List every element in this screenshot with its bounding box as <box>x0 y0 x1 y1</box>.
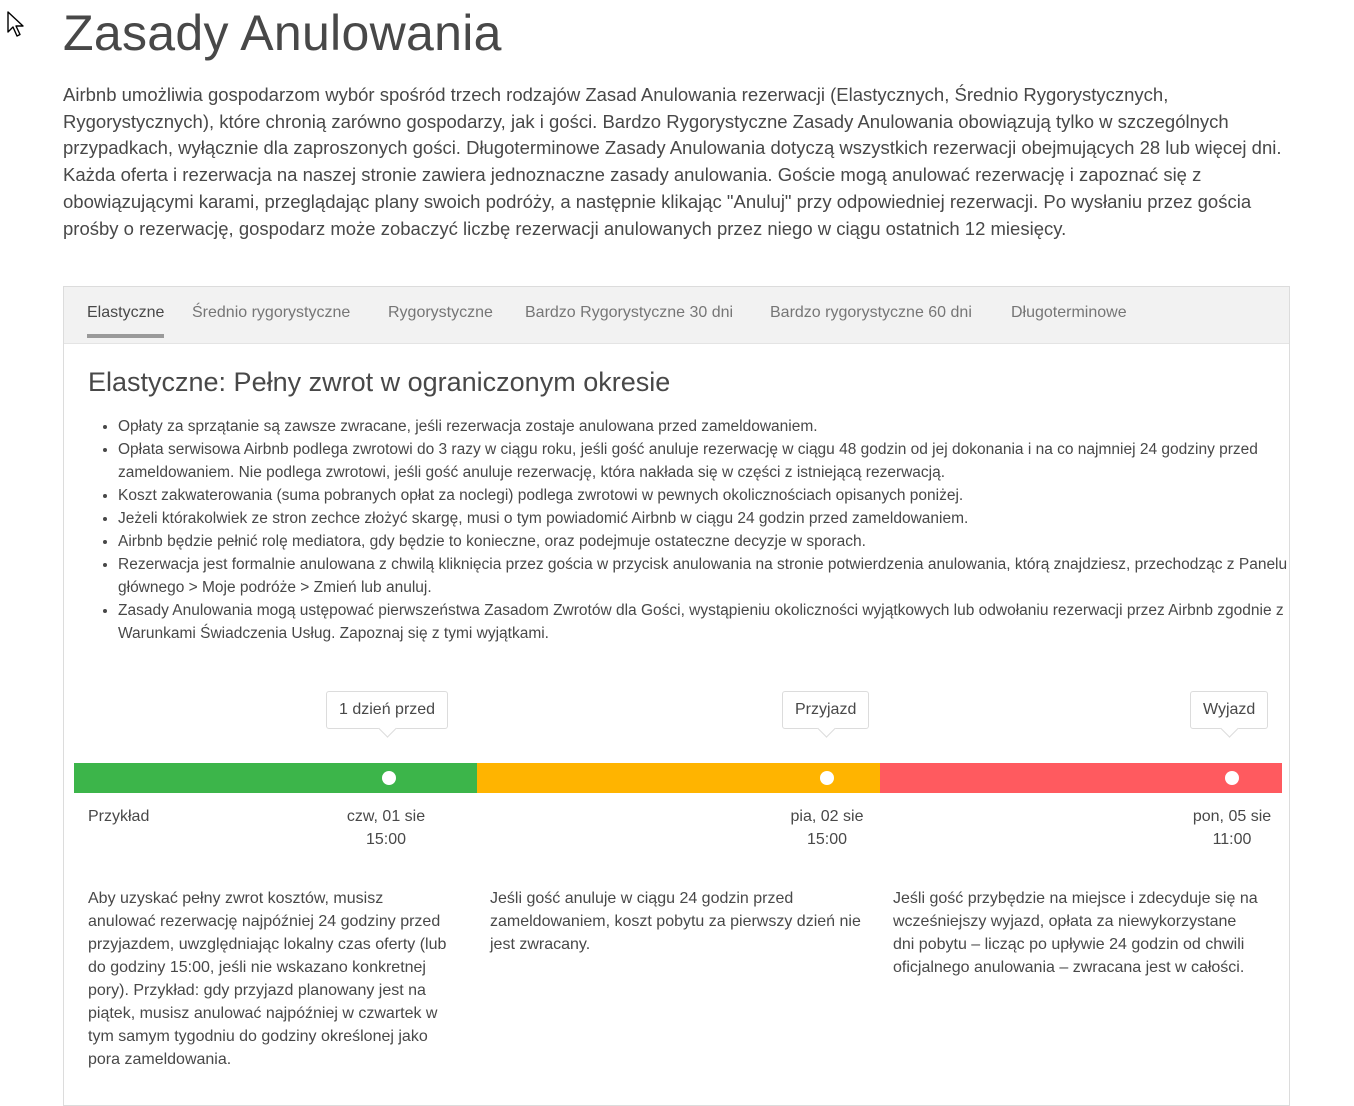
timeline-callout-day-before: 1 dzień przed <box>326 691 448 729</box>
timeline-segment-full-refund <box>74 763 477 793</box>
timeline-time: 15:00 <box>365 831 407 848</box>
timeline-description-no-refund: Jeśli gość przybędzie na miejsce i zdecyduje się na wcześniejszy wyjazd, opłata za niewykorzystane dni pobytu – licząc po upływie 24 godzin od chwili oficjalnego anulowania – zwracana jest w całości. <box>893 890 1258 976</box>
policy-tabs <box>64 287 1289 344</box>
list-item: • Zasady Anulowania mogą ustępować pierwszeństwa Zasadom Zwrotów dla Gości, wystąpieniu okoliczności wyjątkowych lub odwołaniu rezerwacji przez Airbnb zgodnie z Warunkami Świadczenia Usług. Zapoznaj się z tymi wyjątkami. <box>118 599 1298 645</box>
policy-title: Elastyczne: Pełny zwrot w ograniczonym okresie <box>88 367 671 397</box>
timeline-marker-day-before <box>382 771 396 785</box>
list-item: • Koszt zakwaterowania (suma pobranych opłat za noclegi) podlega zwrotowi w pewnych okolicznościach opisanych poniżej. <box>118 484 1298 507</box>
tab-rygorystyczne[interactable]: Rygorystyczne <box>388 304 493 321</box>
timeline-marker-departure <box>1225 771 1239 785</box>
timeline-description-partial-refund: Jeśli gość anuluje w ciągu 24 godzin przed zameldowaniem, koszt pobytu za pierwszy dzień nie jest zwracany. <box>490 890 861 953</box>
timeline-marker-arrival <box>820 771 834 785</box>
timeline-date-day-before <box>326 805 446 851</box>
tab-srednio-rygorystyczne[interactable]: Średnio rygorystyczne <box>192 304 351 321</box>
tab-elastyczne[interactable]: Elastyczne <box>87 304 164 338</box>
timeline-date: pon, 05 sie <box>1192 808 1272 825</box>
list-item: • Rezerwacja jest formalnie anulowana z chwilą kliknięcia przez gościa w przycisk anulowania na stronie potwierdzenia anulowania, którą znajdziesz, przechodząc z Panelu głównego > Moje podróże > Zmień lub anuluj. <box>118 553 1298 599</box>
timeline-description-full-refund: Aby uzyskać pełny zwrot kosztów, musisz anulować rezerwację najpóźniej 24 godziny przed przyjazdem, uwzględniając lokalny czas oferty (lub do godziny 15:00, jeśli nie wskazano konkretnej pory). Przykład: gdy przyjazd planowany jest na piątek, musisz anulować najpóźniej w czwartek w tym samym tygodniu do godziny określonej jako pora zameldowania. <box>88 890 447 1068</box>
timeline-time: 15:00 <box>806 831 848 848</box>
list-item: • Opłaty za sprzątanie są zawsze zwracane, jeśli rezerwacja zostaje anulowana przed zameldowaniem. <box>118 415 1298 438</box>
timeline-time: 11:00 <box>1212 831 1252 848</box>
tab-dlugoterminowe[interactable]: Długoterminowe <box>1011 304 1127 321</box>
timeline-date: pia, 02 sie <box>790 808 864 825</box>
timeline-callout-departure: Wyjazd <box>1190 691 1268 729</box>
list-item: • Jeżeli którakolwiek ze stron zechce złożyć skargę, musi o tym powiadomić Airbnb w ciągu 24 godzin przed zameldowaniem. <box>118 507 1298 530</box>
list-item: • Airbnb będzie pełnić rolę mediatora, gdy będzie to konieczne, oraz podejmuje ostateczne decyzje w sporach. <box>118 530 1298 553</box>
intro-paragraph: Airbnb umożliwia gospodarzom wybór spośród trzech rodzajów Zasad Anulowania rezerwacji (Elastycznych, Średnio Rygorystycznych, Rygorystycznych), które chronią zarówno gospodarzy, jak i gości. Bardzo Rygorystyczne Zasady Anulowania obowiązują tylko w szczególnych przypadkach, wyłącznie dla zaproszonych gości. Długoterminowe Zasady Anulowania dotyczą wszystkich rezerwacji obejmujących 28 lub więcej dni. Każda oferta i rezerwacja na naszej stronie zawiera jednoznaczne zasady anulowania. Goście mogą anulować rezerwację i zapoznać się z obowiązującymi karami, przeglądając plany swoich podróży, a następnie klikając "Anuluj" przy odpowiedniej rezerwacji. Po wysłaniu przez gościa prośby o rezerwację, gospodarz może zobaczyć liczbę rezerwacji anulowanych przez niego w ciągu ostatnich 12 miesięcy. <box>63 84 1282 239</box>
page-title: Zasady Anulowania <box>63 5 502 61</box>
timeline-callout-arrival: Przyjazd <box>782 691 869 729</box>
mouse-cursor-icon <box>6 10 26 38</box>
timeline-date: czw, 01 sie <box>346 808 426 825</box>
timeline-date-departure <box>1172 805 1292 851</box>
tab-bardzo-rygorystyczne-30[interactable]: Bardzo Rygorystyczne 30 dni <box>525 304 734 321</box>
policy-panel <box>63 286 1290 1106</box>
list-item: • Opłata serwisowa Airbnb podlega zwrotowi do 3 razy w ciągu roku, jeśli gość anuluje rezerwację w ciągu 48 godzin od jej dokonania i na co najmniej 24 godziny przed zameldowaniem. Nie podlega zwrotowi, jeśli gość anuluje rezerwację, która nakłada się w części z istniejącą rezerwacją. <box>118 438 1298 484</box>
policy-rules-list <box>88 415 1298 645</box>
timeline-segment-no-refund <box>880 763 1282 793</box>
tab-bardzo-rygorystyczne-60[interactable]: Bardzo rygorystyczne 60 dni <box>770 304 972 321</box>
timeline-example-label: Przykład <box>88 808 150 825</box>
timeline-date-arrival <box>767 805 887 851</box>
